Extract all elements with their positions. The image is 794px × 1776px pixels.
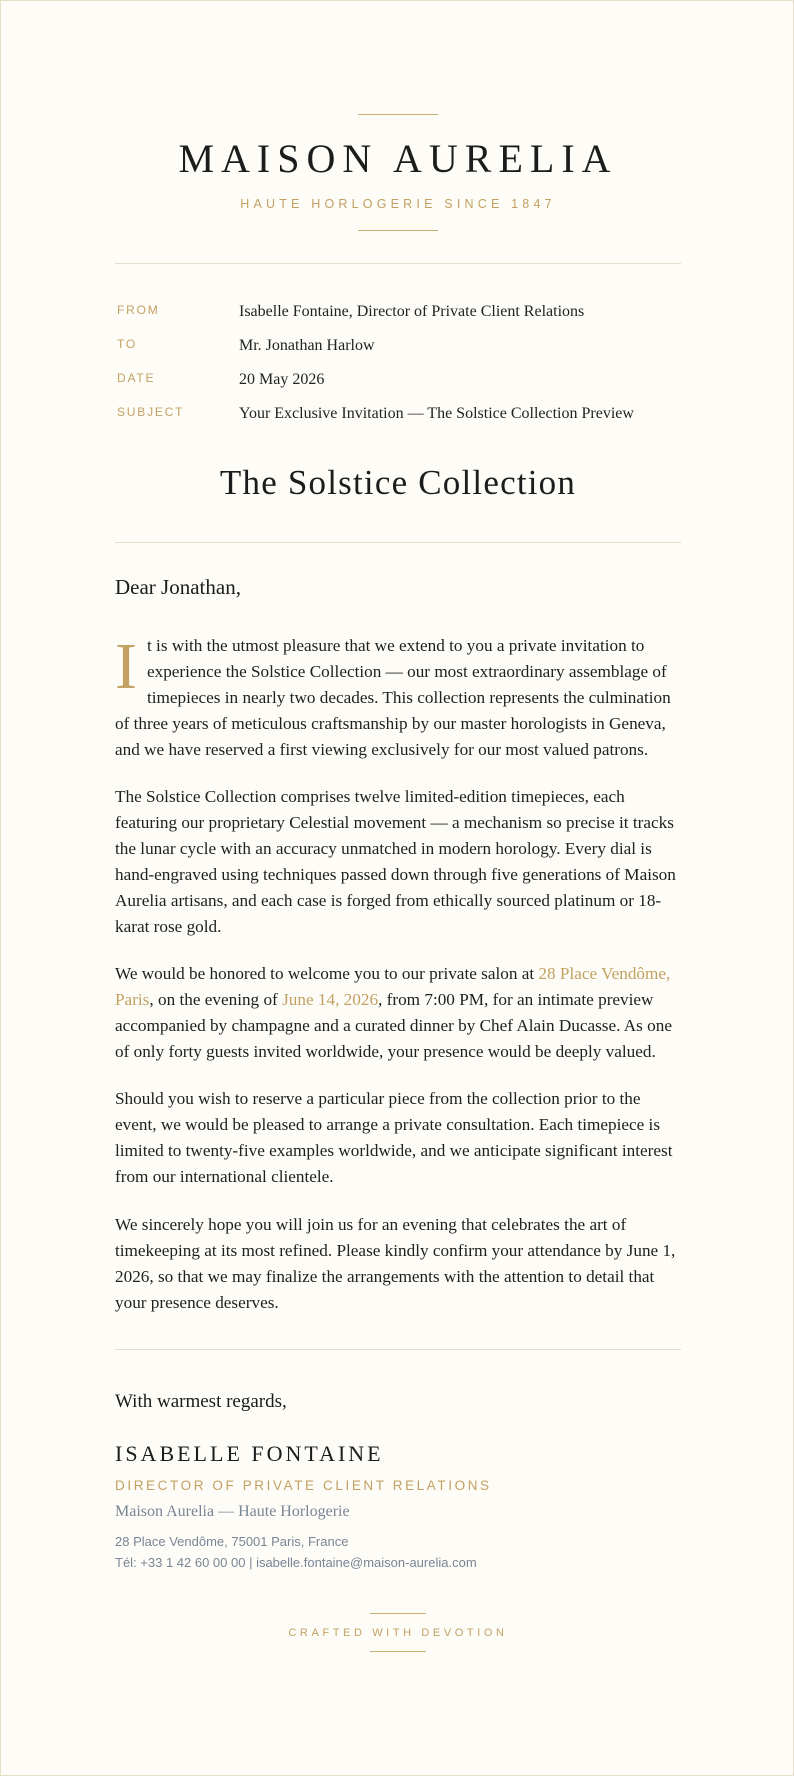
paragraph-3 bbox=[115, 961, 685, 1065]
meta-row-from bbox=[117, 303, 687, 331]
salutation: Dear Jonathan, bbox=[115, 575, 241, 599]
drop-cap: I bbox=[115, 630, 137, 703]
paragraph-2: The Solstice Collection comprises twelve limited-edition timepieces, each featuring our proprietary Celestial movement — a mechanism so precise it tracks the lunar cycle with an accuracy unmatched in modern horology. Every dial is hand-engraved using techniques passed down through five generations of Maison Aurelia artisans, and each case is forged from ethically sourced platinum or 18-karat rose gold. bbox=[115, 787, 676, 936]
footer-motto: CRAFTED WITH DEVOTION bbox=[288, 1627, 508, 1639]
meta-row-to bbox=[117, 337, 687, 365]
signature-company: Maison Aurelia — Haute Horlogerie bbox=[115, 1503, 350, 1520]
header-divider bbox=[115, 263, 681, 264]
signature-address: 28 Place Vendôme, 75001 Paris, France bbox=[115, 1534, 349, 1549]
meta-label-to: TO bbox=[117, 337, 138, 351]
header-top-rule bbox=[358, 114, 438, 115]
footer-top-rule bbox=[370, 1613, 426, 1614]
paragraph-3-text-b: , on the evening of bbox=[149, 990, 283, 1009]
paragraph-3-text-c: , from 7:00 PM, for an intimate preview accompanied by champagne and a curated dinner by Chef Alain Ducasse. As one of only forty guests invited worldwide, your presence would be deeply valued. bbox=[115, 990, 672, 1061]
meta-label-from: FROM bbox=[117, 303, 160, 317]
meta-value-from: Isabelle Fontaine, Director of Private Client Relations bbox=[239, 303, 585, 320]
event-location-link[interactable]: 28 Place Vendôme, Paris bbox=[115, 964, 671, 1009]
meta-label-subject: SUBJECT bbox=[117, 405, 185, 419]
paragraph-5: We sincerely hope you will join us for an evening that celebrates the art of timekeeping at its most refined. Please kindly confirm your attendance by June 1, 2026, so that we may finalize the arrangements with the attention to detail that your presence deserves. bbox=[115, 1215, 676, 1312]
signature-contact: Tél: +33 1 42 60 00 00 | isabelle.fontaine@maison-aurelia.com bbox=[115, 1555, 477, 1570]
brand-tagline: HAUTE HORLOGERIE SINCE 1847 bbox=[240, 197, 556, 211]
title-divider bbox=[115, 542, 681, 543]
footer-bottom-rule bbox=[370, 1651, 426, 1652]
signature-name: ISABELLE FONTAINE bbox=[115, 1441, 384, 1466]
paragraph-1 bbox=[115, 630, 685, 763]
letter-title: The Solstice Collection bbox=[219, 463, 577, 502]
signature-role: DIRECTOR OF PRIVATE CLIENT RELATIONS bbox=[115, 1478, 492, 1493]
closing-line: With warmest regards, bbox=[115, 1391, 287, 1412]
meta-value-subject: Your Exclusive Invitation — The Solstice Collection Preview bbox=[239, 405, 634, 422]
meta-row-subject bbox=[117, 405, 687, 433]
meta-row-date bbox=[117, 371, 687, 399]
meta-value-to: Mr. Jonathan Harlow bbox=[239, 337, 375, 354]
paragraph-3-text-a: We would be honored to welcome you to our private salon at bbox=[115, 964, 539, 983]
meta-value-date: 20 May 2026 bbox=[239, 371, 325, 388]
event-date-link[interactable]: June 14, 2026 bbox=[282, 990, 379, 1009]
header-bottom-rule bbox=[358, 230, 438, 231]
body-divider bbox=[115, 1349, 681, 1350]
paragraph-1-text: t is with the utmost pleasure that we extend to you a private invitation to experience the Solstice Collection — our most extraordinary assemblage of timepieces in nearly two decades. This collection represents the culmination of three years of meticulous craftsmanship by our master horologists in Geneva, and we have reserved a first viewing exclusively for our most valued patrons. bbox=[115, 636, 671, 759]
brand-name: MAISON AURELIA bbox=[178, 136, 618, 181]
paragraph-4: Should you wish to reserve a particular piece from the collection prior to the event, we would be pleased to arrange a private consultation. Each timepiece is limited to twenty-five examples worldwide, and we anticipate significant interest from our international clientele. bbox=[115, 1089, 673, 1186]
meta-label-date: DATE bbox=[117, 371, 156, 385]
